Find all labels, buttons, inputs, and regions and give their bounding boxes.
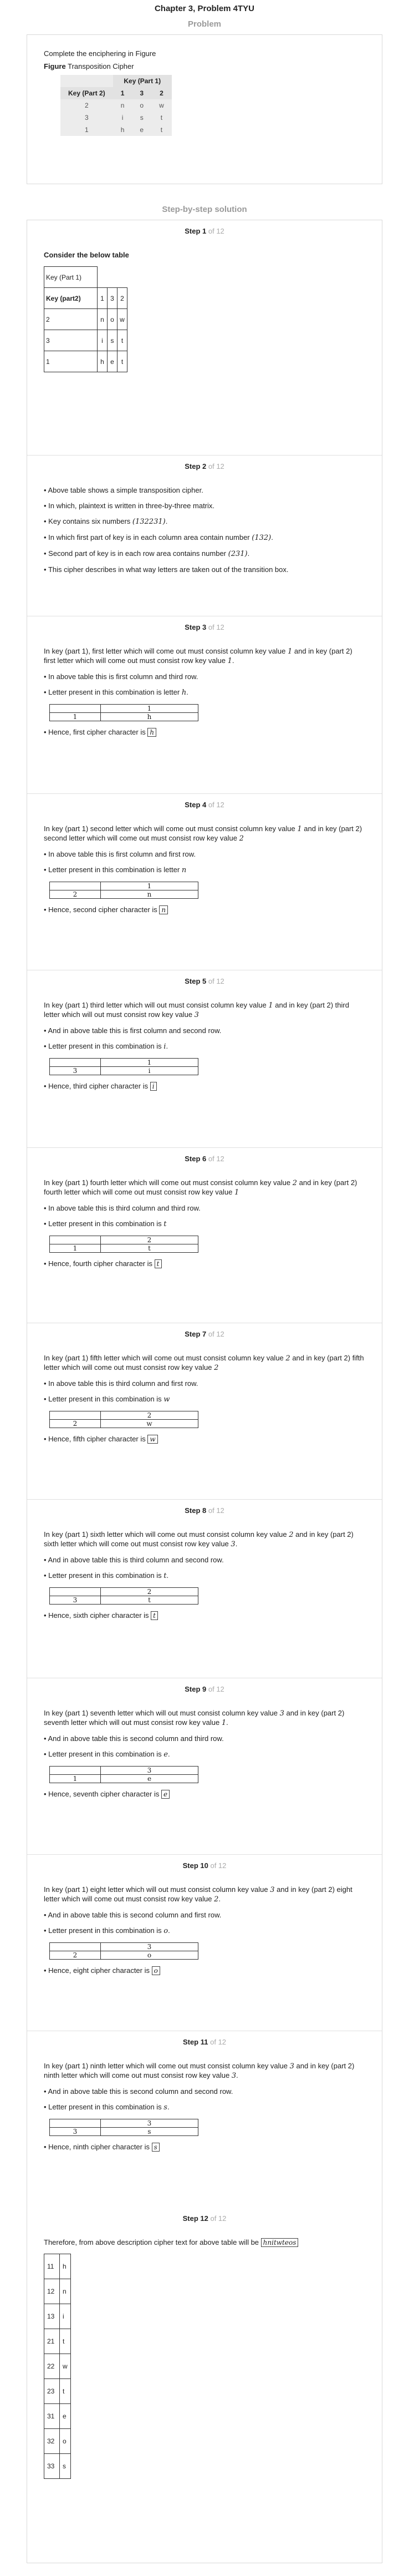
step-paragraph: In key (part 1) fourth letter which will come out must consist column key value 2 and in key (part 2) fourth letter which will come out must consist row key value 1 xyxy=(44,1178,357,1197)
table-cell: t xyxy=(160,126,163,134)
bullet: • Letter present in this combination is e. xyxy=(44,1750,365,1759)
bullet: • Letter present in this combination is w xyxy=(44,1395,365,1404)
row-key: 1 xyxy=(44,351,98,372)
step-paragraph: In key (part 1) sixth letter which will come out must consist column key value 2 and in key (part 2) sixth letter which will come out must consist row key value 3. xyxy=(44,1530,354,1548)
step-10 xyxy=(27,1855,382,2031)
step-paragraph: In key (part 1) second letter which will come out must consist column key value 1 and in key (part 2) second letter which will come out must consist row key value 2 xyxy=(44,824,362,843)
row-key: 3 xyxy=(44,330,98,351)
step-title: Step 6 of 12 xyxy=(185,1155,224,1163)
bullet: • Letter present in this combination is letter n xyxy=(44,866,365,875)
step-11 xyxy=(27,2031,382,2208)
step-paragraph: In key (part 1) seventh letter which will out must consist column key value 3 and in key (part 2) seventh letter which will out must consist row key value 1. xyxy=(44,1709,345,1727)
final-table xyxy=(44,2254,71,2479)
final-key: 23 xyxy=(44,2379,60,2404)
bullet: • Hence, seventh cipher character is e xyxy=(44,1790,365,1799)
result-letter: n xyxy=(159,905,168,914)
mini-key2: 3 xyxy=(50,2128,101,2136)
bullet: • Letter present in this combination is o. xyxy=(44,1926,365,1936)
bullet: • In above table this is first column and third row. xyxy=(44,672,365,681)
step-paragraph: In key (part 1) eight letter which will out must consist column key value 3 and in key (part 2) eight letter which will come out must consist row key value 2. xyxy=(44,1885,352,1904)
table-cell: t xyxy=(117,351,127,372)
table-row xyxy=(44,2404,71,2429)
step1-table xyxy=(44,266,127,372)
table-cell: n xyxy=(98,309,108,330)
mini-key2: 1 xyxy=(50,713,101,721)
step-5 xyxy=(27,970,382,1148)
table-row xyxy=(44,2254,71,2279)
mini-table xyxy=(49,2119,198,2136)
table-cell: i xyxy=(98,330,108,351)
step-3 xyxy=(27,616,382,794)
mini-letter: h xyxy=(101,713,198,721)
result-letter: h xyxy=(147,728,156,737)
table-cell: n xyxy=(120,102,125,109)
row-key: 2 xyxy=(44,309,98,330)
step-title: Step 12 of 12 xyxy=(182,2214,227,2223)
page-title: Chapter 3, Problem 4TYU xyxy=(154,4,255,13)
bullet: • Hence, eight cipher character is o xyxy=(44,1966,365,1975)
step-title: Step 3 of 12 xyxy=(185,623,224,631)
bullet: • Letter present in this combination is i. xyxy=(44,1042,365,1051)
mini-empty-cell xyxy=(50,1943,101,1951)
result-letter: t xyxy=(155,1259,162,1268)
bullet: • In which, plaintext is written in three-by-three matrix. xyxy=(44,502,365,510)
step-title: Step 1 of 12 xyxy=(185,227,224,235)
mini-table xyxy=(49,1411,198,1428)
final-letter: e xyxy=(60,2404,71,2429)
mini-key1: 1 xyxy=(101,1059,198,1067)
table-cell: o xyxy=(140,102,144,109)
bullet: • Hence, second cipher character is n xyxy=(44,905,365,914)
mini-key1: 1 xyxy=(101,705,198,713)
bullet: • Second part of key is in each row area contains number (231). xyxy=(44,549,365,559)
mini-table xyxy=(49,882,198,899)
step-6 xyxy=(27,1148,382,1323)
col-header: 3 xyxy=(108,288,117,309)
final-key: 31 xyxy=(44,2404,60,2429)
final-key: 32 xyxy=(44,2429,60,2454)
mini-key1: 2 xyxy=(101,1411,198,1420)
step-title: Step 9 of 12 xyxy=(185,1685,224,1693)
bullet: • Letter present in this combination is letter h. xyxy=(44,688,365,697)
step-title: Step 11 of 12 xyxy=(182,2038,227,2046)
final-key: 22 xyxy=(44,2354,60,2379)
mini-letter: n xyxy=(101,890,198,899)
mini-empty-cell xyxy=(50,705,101,713)
step-intro: Consider the below table xyxy=(44,251,129,259)
table-cell: i xyxy=(121,114,124,122)
table-row xyxy=(44,2454,71,2479)
final-key: 33 xyxy=(44,2454,60,2479)
problem-section-header: Problem xyxy=(187,19,221,29)
mini-key1: 3 xyxy=(101,2119,198,2128)
step-title: Step 10 of 12 xyxy=(182,1861,227,1870)
step-7 xyxy=(27,1323,382,1500)
final-letter: n xyxy=(60,2279,71,2304)
table-cell: e xyxy=(108,351,117,372)
table-cell: w xyxy=(117,309,127,330)
key1-header: Key (Part 1) xyxy=(113,75,172,87)
solution-card xyxy=(27,220,382,2563)
col-header: 2 xyxy=(151,87,172,99)
mini-empty-cell xyxy=(50,1588,101,1596)
col-header: 2 xyxy=(117,288,127,309)
step-9 xyxy=(27,1678,382,1855)
result-letter: i xyxy=(150,1082,157,1091)
final-key: 12 xyxy=(44,2279,60,2304)
table-cell: o xyxy=(108,309,117,330)
result-letter: o xyxy=(152,1966,160,1975)
mini-table xyxy=(49,1587,198,1605)
step-title: Step 2 of 12 xyxy=(185,462,224,470)
bullet: • Hence, fourth cipher character is t xyxy=(44,1259,365,1268)
mini-table xyxy=(49,704,198,721)
result-letter: s xyxy=(152,2143,160,2152)
bullet: • Letter present in this combination is t. xyxy=(44,1571,365,1581)
final-letter: w xyxy=(60,2354,71,2379)
mini-letter: w xyxy=(101,1420,198,1428)
bullet: • And in above table this is third column and second row. xyxy=(44,1556,365,1565)
final-text: Therefore, from above description cipher text for above table will be hnitwteos xyxy=(44,2238,365,2247)
final-letter: i xyxy=(60,2304,71,2329)
bullet: • And in above table this is first column and second row. xyxy=(44,1026,365,1035)
mini-key2: 1 xyxy=(50,1244,101,1253)
mini-empty-cell xyxy=(50,1236,101,1244)
row-key: 1 xyxy=(85,126,89,134)
step-2 xyxy=(27,456,382,616)
step-paragraph: In key (part 1), first letter which will come out must consist column key value 1 and in key (part 2) first letter which will come out must consist row key value 1. xyxy=(44,647,352,665)
step-title: Step 7 of 12 xyxy=(185,1330,224,1338)
solution-section-header: Step-by-step solution xyxy=(162,205,247,214)
step-8 xyxy=(27,1500,382,1678)
step-4 xyxy=(27,794,382,970)
bullet: • And in above table this is second column and third row. xyxy=(44,1734,365,1743)
final-key: 13 xyxy=(44,2304,60,2329)
bullet: • Letter present in this combination is s. xyxy=(44,2103,365,2112)
problem-table xyxy=(60,75,172,136)
mini-key1: 1 xyxy=(101,882,198,890)
bullet: • In which first part of key is in each column area contain number (132). xyxy=(44,533,365,543)
bullet: • In above table this is third column and first row. xyxy=(44,1379,365,1388)
mini-letter: i xyxy=(101,1067,198,1075)
figure-caption-text: Transposition Cipher xyxy=(68,62,134,70)
bullet: • Hence, sixth cipher character is t xyxy=(44,1611,365,1620)
mini-empty-cell xyxy=(50,882,101,890)
mini-key1: 2 xyxy=(101,1236,198,1244)
table-cell: h xyxy=(98,351,108,372)
table-cell: t xyxy=(117,330,127,351)
problem-text: Complete the enciphering in Figure xyxy=(44,49,156,58)
bullet: • And in above table this is second column and second row. xyxy=(44,2087,365,2096)
mini-empty-cell xyxy=(50,2119,101,2128)
step-paragraph: In key (part 1) ninth letter which will come out must consist column key value 3 and in key (part 2) ninth letter which will come out must consist row key value 3. xyxy=(44,2062,355,2080)
figure-caption xyxy=(44,62,365,70)
table-row xyxy=(44,2279,71,2304)
final-letter: o xyxy=(60,2429,71,2454)
mini-letter: t xyxy=(101,1596,198,1605)
mini-letter: e xyxy=(101,1775,198,1783)
table-row xyxy=(44,2354,71,2379)
key1-label: Key (Part 1) xyxy=(44,267,98,288)
final-letter: h xyxy=(60,2254,71,2279)
row-key: 2 xyxy=(85,102,89,109)
mini-table xyxy=(49,1766,198,1783)
mini-key2: 2 xyxy=(50,1951,101,1960)
bullet: • Hence, ninth cipher character is s xyxy=(44,2143,365,2152)
result-letter: e xyxy=(161,1790,170,1799)
bullet: • And in above table this is second column and first row. xyxy=(44,1911,365,1920)
final-letter: t xyxy=(60,2379,71,2404)
bullet: • Hence, third cipher character is i xyxy=(44,1082,365,1091)
mini-empty-cell xyxy=(50,1767,101,1775)
problem-card xyxy=(27,34,382,184)
figure-label: Figure xyxy=(44,62,66,70)
mini-key2: 2 xyxy=(50,890,101,899)
final-key: 11 xyxy=(44,2254,60,2279)
bullet: • Letter present in this combination is t xyxy=(44,1219,365,1229)
table-cell: w xyxy=(159,102,164,109)
bullet: • This cipher describes in what way letters are taken out of the transition box. xyxy=(44,565,365,574)
table-cell: s xyxy=(140,114,144,122)
key2-label: Key (part2) xyxy=(44,288,98,309)
final-letter: t xyxy=(60,2329,71,2354)
mini-key2: 2 xyxy=(50,1420,101,1428)
table-row xyxy=(44,2329,71,2354)
step-paragraph: In key (part 1) fifth letter which will come out must consist column key value 2 and in key (part 2) fifth letter which will come out must consist row key value 2 xyxy=(44,1354,364,1372)
step-1 xyxy=(27,220,382,456)
result-letter: w xyxy=(147,1435,157,1444)
mini-key1: 3 xyxy=(101,1943,198,1951)
mini-key1: 3 xyxy=(101,1767,198,1775)
step-12 xyxy=(27,2208,382,2563)
mini-letter: s xyxy=(101,2128,198,2136)
col-header: 1 xyxy=(113,87,132,99)
step-title: Step 8 of 12 xyxy=(185,1506,224,1515)
mini-empty-cell xyxy=(50,1411,101,1420)
bullet: • Key contains six numbers (132231). xyxy=(44,517,365,527)
mini-letter: t xyxy=(101,1244,198,1253)
mini-key1: 2 xyxy=(101,1588,198,1596)
table-row xyxy=(44,2304,71,2329)
col-header: 3 xyxy=(132,87,151,99)
mini-table xyxy=(49,1058,198,1075)
mini-key2: 3 xyxy=(50,1596,101,1605)
mini-empty-cell xyxy=(50,1059,101,1067)
table-cell: t xyxy=(160,114,163,122)
final-letter: s xyxy=(60,2454,71,2479)
table-cell: e xyxy=(140,126,144,134)
bullet: • Hence, fifth cipher character is w xyxy=(44,1435,365,1444)
result-letter: t xyxy=(151,1611,158,1620)
mini-table xyxy=(49,1942,198,1960)
final-answer: hnitwteos xyxy=(261,2238,299,2247)
bullet: • Above table shows a simple transposition cipher. xyxy=(44,486,365,495)
row-key: 3 xyxy=(85,114,89,122)
col-header: 1 xyxy=(98,288,108,309)
mini-letter: o xyxy=(101,1951,198,1960)
key2-header: Key (Part 2) xyxy=(60,87,113,99)
step-paragraph: In key (part 1) third letter which will out must consist column key value 1 and in key (part 2) third letter which will out must consist row key value 3 xyxy=(44,1001,349,1019)
final-key: 21 xyxy=(44,2329,60,2354)
step-title: Step 5 of 12 xyxy=(185,977,224,985)
table-row xyxy=(44,2429,71,2454)
bullet: • In above table this is third column and third row. xyxy=(44,1204,365,1213)
table-cell: h xyxy=(120,126,125,134)
mini-key2: 3 xyxy=(50,1067,101,1075)
mini-table xyxy=(49,1236,198,1253)
bullet: • In above table this is first column and first row. xyxy=(44,850,365,859)
mini-key2: 1 xyxy=(50,1775,101,1783)
step-title: Step 4 of 12 xyxy=(185,801,224,809)
table-cell: s xyxy=(108,330,117,351)
table-row xyxy=(44,2379,71,2404)
bullet: • Hence, first cipher character is h xyxy=(44,728,365,737)
